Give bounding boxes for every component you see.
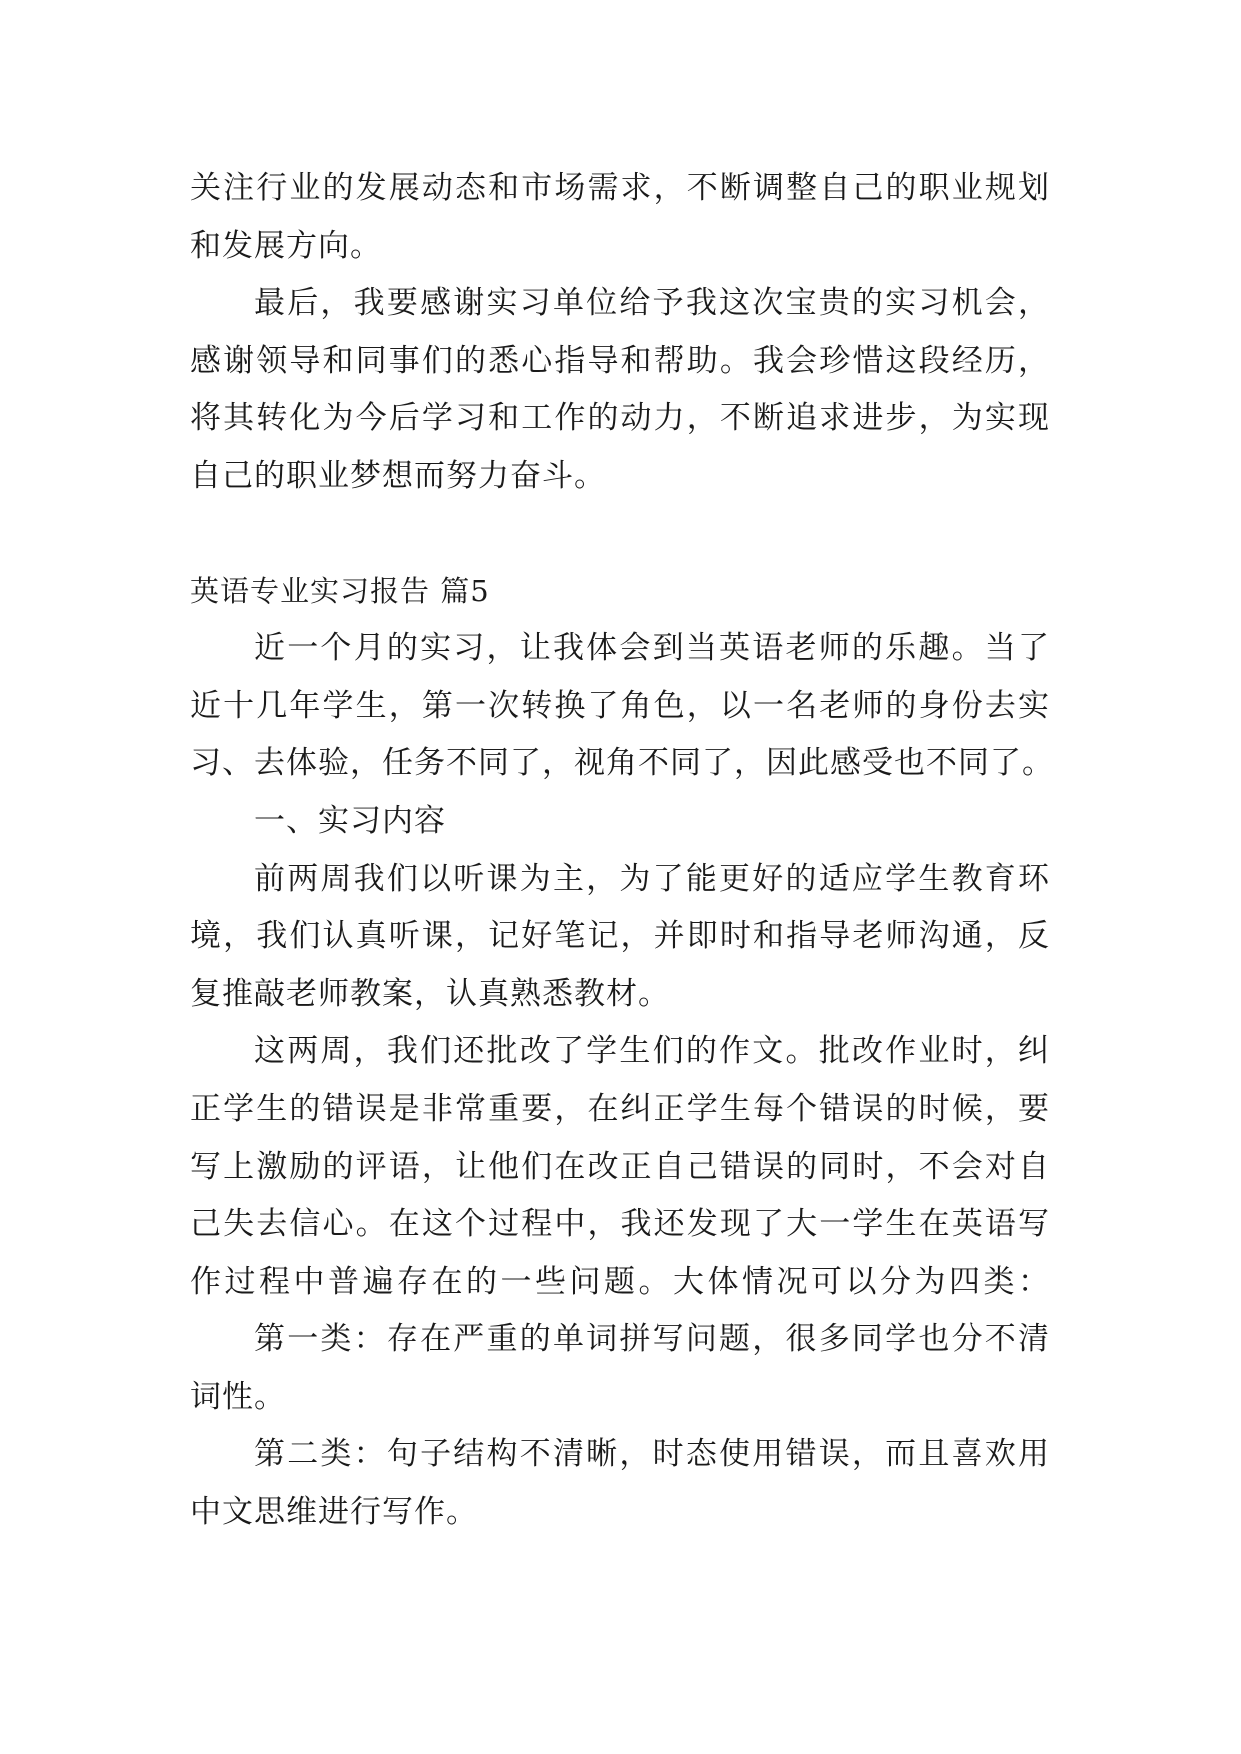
paragraph-line: 近十几年学生，第一次转换了角色，以一名老师的身份去实 <box>190 687 1050 724</box>
paragraph-line: 中文思维进行写作。 <box>190 1494 478 1531</box>
paragraph-line: 习、去体验，任务不同了，视角不同了，因此感受也不同了。 <box>190 745 1054 782</box>
paragraph-line: 第一类：存在严重的单词拼写问题，很多同学也分不清 <box>254 1321 1050 1358</box>
paragraph-line: 正学生的错误是非常重要，在纠正学生每个错误的时候，要 <box>190 1090 1050 1127</box>
paragraph-line: 境，我们认真听课，记好笔记，并即时和指导老师沟通，反 <box>190 918 1050 955</box>
paragraph-line: 复推敲老师教案，认真熟悉教材。 <box>190 975 670 1012</box>
paragraph-line: 和发展方向。 <box>190 227 382 264</box>
paragraph-line: 自己的职业梦想而努力奋斗。 <box>190 457 606 494</box>
paragraph-line: 感谢领导和同事们的悉心指导和帮助。我会珍惜这段经历， <box>190 342 1050 379</box>
paragraph-line: 词性。 <box>190 1378 286 1415</box>
section-heading: 英语专业实习报告 篇5 <box>190 573 490 608</box>
paragraph-line: 第二类：句子结构不清晰，时态使用错误，而且喜欢用 <box>254 1436 1050 1473</box>
paragraph-line: 写上激励的评语，让他们在改正自己错误的同时，不会对自 <box>190 1148 1050 1185</box>
paragraph-line: 将其转化为今后学习和工作的动力，不断追求进步，为实现 <box>190 400 1050 437</box>
subheading: 一、实习内容 <box>254 802 446 839</box>
document-page <box>190 160 1054 1542</box>
paragraph-line: 己失去信心。在这个过程中，我还发现了大一学生在英语写 <box>190 1206 1050 1243</box>
paragraph-line: 这两周，我们还批改了学生们的作文。批改作业时，纠 <box>254 1033 1050 1070</box>
paragraph-line: 近一个月的实习，让我体会到当英语老师的乐趣。当了 <box>254 630 1050 667</box>
paragraph-line: 前两周我们以听课为主，为了能更好的适应学生教育环 <box>254 860 1050 897</box>
paragraph-line: 作过程中普遍存在的一些问题。大体情况可以分为四类： <box>190 1263 1050 1300</box>
paragraph-line: 最后，我要感谢实习单位给予我这次宝贵的实习机会， <box>254 285 1050 322</box>
paragraph-line: 关注行业的发展动态和市场需求，不断调整自己的职业规划 <box>190 170 1050 206</box>
